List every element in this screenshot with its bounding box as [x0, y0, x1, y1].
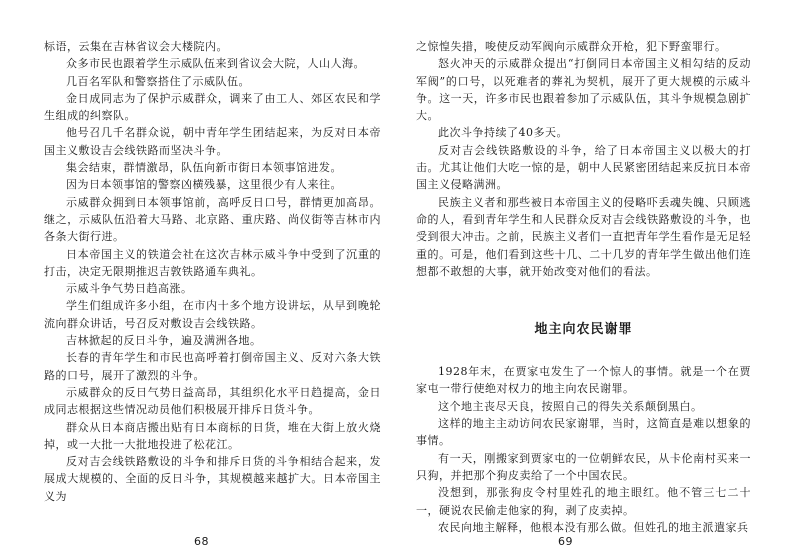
paragraph: 反对吉会线铁路敷设的斗争，给了日本帝国主义以极大的打击。尤其让他们大吃一惊的是，朝中人民紧密团结起来反抗日本帝国主义侵略满洲。	[416, 143, 751, 192]
paragraph: 长春的青年学生和市民也高呼着打倒帝国主义、反对六条大铁路的口号，展开了激烈的斗争。	[44, 351, 381, 382]
paragraph: 集会结束，群情激昂，队伍向新市街日本领事馆进发。	[66, 161, 342, 175]
paragraph: 日本帝国主义的铁道会社在这次吉林示威斗争中受到了沉重的打击，决定无限期推迟吉敦铁路通车典礼。	[44, 247, 381, 278]
section-heading: 地主向农民谢罪	[534, 322, 633, 338]
paragraph: 标语，云集在吉林省议会大楼院内。	[44, 40, 228, 53]
left-page	[0, 0, 393, 558]
paragraph: 之惊惶失措，唆使反动军阀向示威群众开枪，犯下野蛮罪行。	[416, 40, 727, 53]
right-page-body-top	[416, 38, 751, 280]
paragraph: 这个地主丧尽天良，按照自己的得失关系颠倒黑白。	[438, 399, 703, 413]
paragraph: 示威群众拥到日本领事馆前，高呼反日口号，群情更加高昂。继之，示威队伍沿着大马路、北京路、重庆路、尚仪街等吉林市内各条大街行进。	[44, 195, 381, 244]
paragraph: 示威群众的反日气势日益高昂，其组织化水平日趋提高，金日成同志根据这些情况动员他们积极展开排斥日货斗争。	[44, 385, 381, 417]
paragraph: 没想到，那张狗皮令村里姓孔的地主眼红。他不管三七二十一，硬说农民偷走他家的狗，剥了皮卖掉。	[416, 486, 751, 517]
paragraph: 因为日本领事馆的警察凶横残暴，这里很少有人来往。	[66, 178, 342, 192]
paragraph: 有一天，刚搬家到贾家屯的一位朝鲜农民，从卡伦南村买来一只狗，并把那个狗皮卖给了一个中国农民。	[416, 451, 751, 482]
paragraph: 吉林掀起的反日斗争，遍及满洲各地。	[66, 334, 262, 348]
paragraph: 金日成同志为了保护示威群众，调来了由工人、郊区农民和学生组成的纠察队。	[44, 91, 381, 123]
page-number-right: 69	[558, 535, 573, 548]
paragraph: 民族主义者和那些被日本帝国主义的侵略吓丢魂失魄、只顾逃命的人，看到青年学生和人民群众反对吉会线铁路敷设的斗争，也受到很大冲击。之前，民族主义者们一直把青年学生看作是无足轻重的。可是，他们看到这些十几、二十几岁的青年学生做出他们连想都不敢想的大事，就开始改变对他们的看法。	[416, 195, 751, 278]
paragraph: 这样的地主主动访问农民家谢罪，当时，这简直是难以想象的事情。	[416, 417, 751, 448]
paragraph: 农民向地主解释，他根本没有那么做。但姓孔的地主派遣家兵	[438, 520, 749, 534]
paragraph: 示威斗争气势日趋高涨。	[66, 282, 193, 296]
paragraph: 此次斗争持续了40多天。	[438, 126, 568, 140]
right-page	[394, 0, 787, 558]
paragraph: 他号召几千名群众说，朝中青年学生团结起来，为反对日本帝国主义敷设吉会线铁路而坚决斗争。	[44, 126, 381, 157]
left-page-body	[44, 38, 381, 505]
paragraph: 众多市民也跟着学生示威队伍来到省议会大院，人山人海。	[66, 57, 365, 71]
page-number-left: 68	[194, 535, 209, 548]
right-page-body-bottom	[416, 363, 751, 536]
paragraph: 几百名军队和警察搭住了示威队伍。	[66, 74, 250, 88]
paragraph: 群众从日本商店搬出贴有日本商标的日货，堆在大街上放火烧掉，或一大批一大批地投进了松花江。	[44, 420, 381, 451]
paragraph: 怒火冲天的示威群众提出“打倒同日本帝国主义相勾结的反动军阀”的口号，以死难者的葬礼为契机，展开了更大规模的示威斗争。这一天，许多市民也跟着参加了示威队伍，其斗争规模急剧扩大。	[416, 57, 751, 123]
paragraph: 学生们组成许多小组，在市内十多个地方设讲坛，从早到晚轮流向群众讲话，号召反对敷设吉会线铁路。	[44, 299, 381, 330]
paragraph: 反对吉会线铁路敷设的斗争和排斥日货的斗争相结合起来，发展成大规模的、全面的反日斗争，其规模越来越扩大。日本帝国主义为	[44, 455, 381, 503]
paragraph: 1928年末，在贾家屯发生了一个惊人的事情。就是一个在贾家屯一带行使绝对权力的地主向农民谢罪。	[416, 365, 751, 396]
